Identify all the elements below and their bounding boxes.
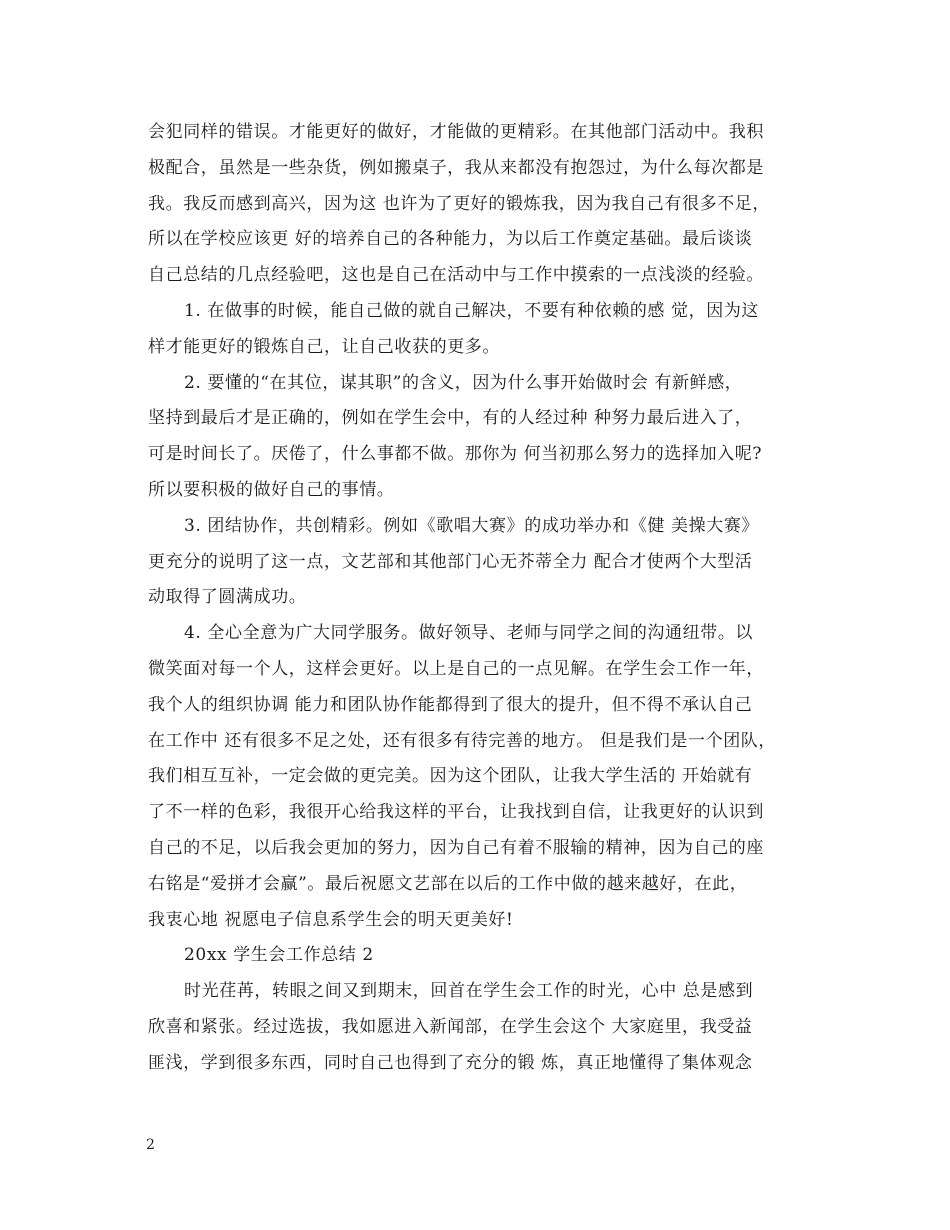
text-line: 我个人的组织协调 能力和团队协作能都得到了很大的提升，但不得不承认自己	[148, 694, 753, 715]
text-line: 样才能更好的锻炼自己，让自己收获的更多。	[148, 336, 500, 357]
text-line: 我。我反而感到高兴，因为这 也许为了更好的锻炼我，因为我自己有很多不足，	[148, 193, 771, 214]
text-line: 在工作中 还有很多不足之处，还有很多有待完善的地方。 但是我们是一个团队，	[148, 730, 777, 751]
text-line: 自己总结的几点经验吧，这也是自己在活动中与工作中摸索的一点浅淡的经验。	[148, 265, 764, 286]
text-line: 了不一样的色彩，我很开心给我这样的平台，让我找到自信，让我更好的认识到	[148, 802, 764, 823]
text-line: 所以在学校应该更 好的培养自己的各种能力，为以后工作奠定基础。最后谈谈	[148, 229, 753, 250]
text-line: 所以要积极的做好自己的事情。	[148, 480, 395, 500]
text-line: 2. 要懂的“在其位，谋其职”的含义，因为什么事开始做时会 有新鲜感，	[184, 372, 743, 393]
text-line: 4. 全心全意为广大同学服务。做好领导、老师与同学之间的沟通纽带。以	[184, 623, 754, 644]
text-line: 动取得了圆满成功。	[148, 587, 307, 608]
text-line: 自己的不足，以后我会更加的努力，因为自己有着不服输的精神，因为自己的座	[148, 838, 764, 858]
text-line: 欣喜和紧张。经过选拔，我如愿进入新闻部，在学生会这个 大家庭里，我受益	[148, 1017, 753, 1037]
text-line: 坚持到最后才是正确的，例如在学生会中，有的人经过种 种努力最后进入了，	[148, 408, 753, 429]
text-line: 我衷心地 祝愿电子信息系学生会的明天更美好!	[148, 909, 514, 930]
text-line: 右铭是“爱拼才会赢”。最后祝愿文艺部在以后的工作中做的越来越好，在此，	[148, 873, 748, 894]
text-line: 极配合，虽然是一些杂货，例如搬桌子，我从来都没有抱怨过，为什么每次都是	[148, 157, 764, 178]
page-number: 2	[146, 1137, 155, 1153]
text-line: 可是时间长了。厌倦了，什么事都不做。那你为 何当初那么努力的选择加入呢?	[148, 444, 763, 465]
text-line: 时光荏苒，转眼之间又到期末，回首在学生会工作的时光，心中 总是感到	[184, 981, 754, 1002]
text-line: 我们相互互补，一定会做的更完美。因为这个团队，让我大学生活的 开始就有	[148, 766, 753, 787]
text-line: 匪浅，学到很多东西，同时自己也得到了充分的锻 炼，真正地懂得了集体观念	[148, 1052, 753, 1073]
text-line: 3. 团结协作，共创精彩。例如《歌唱大赛》的成功举办和《健 美操大赛》	[184, 515, 760, 536]
text-line: 20xx 学生会工作总结 2	[184, 945, 374, 966]
text-line: 微笑面对每一个人，这样会更好。以上是自己的一点见解。在学生会工作一年，	[148, 659, 764, 679]
text-line: 1. 在做事的时候，能自己做的就自己解决，不要有种依赖的感 觉，因为这	[184, 301, 760, 321]
text-line: 更充分的说明了这一点，文艺部和其他部门心无芥蒂全力 配合才使两个大型活	[148, 551, 753, 572]
text-line: 会犯同样的错误。才能更好的做好，才能做的更精彩。在其他部门活动中。我积	[148, 122, 764, 142]
